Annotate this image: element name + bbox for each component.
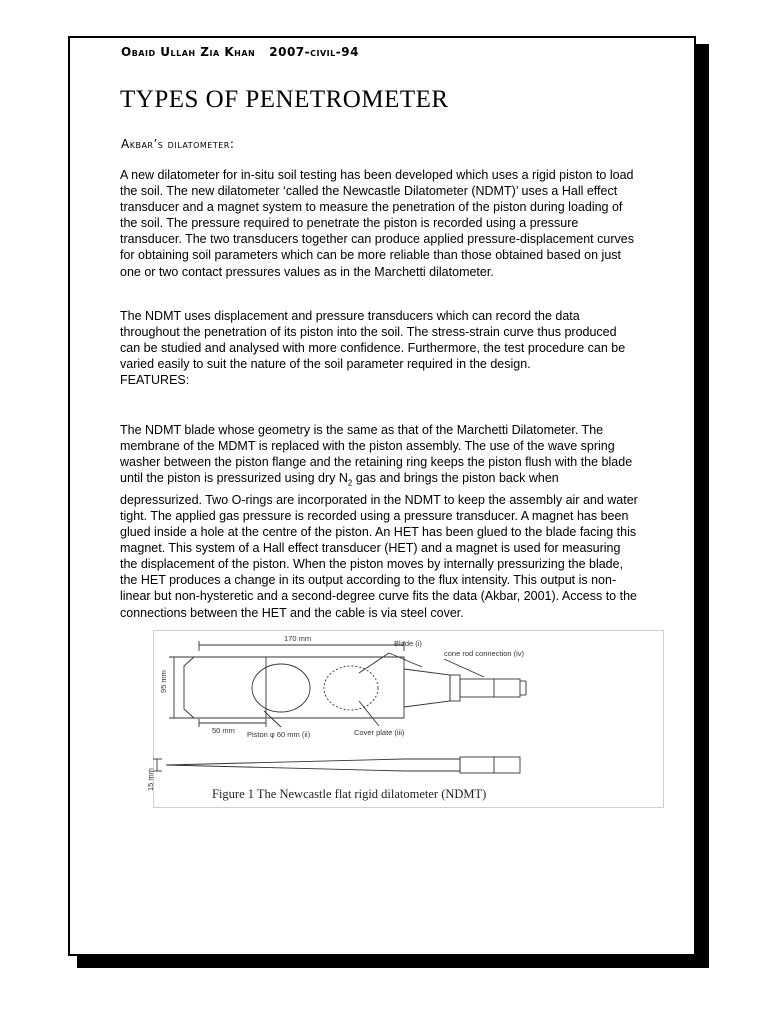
figure-caption: Figure 1 The Newcastle flat rigid dilatometer (NDMT) bbox=[212, 787, 487, 801]
paragraph-ndmt bbox=[120, 308, 640, 388]
paragraph-ndmt-text: The NDMT uses displacement and pressure transducers which can record the data throughout the penetration of its piston into the soil. The stress-strain curve thus produced can be studied and analysed with more confidence. Furthermore, the test procedure can be varied easily to suit the nature of the soil parameter required in the design. bbox=[120, 309, 626, 372]
features-text-part1: The NDMT blade whose geometry is the same as that of the Marchetti Dilatometer. The membrane of the MDMT is replaced with the piston assembly. The use of the wave spring washer between the piston flange and the retaining ring keeps the piston flush with the blade until the piston is pressurized using dry N bbox=[120, 423, 633, 486]
dim-thickness-label: 15 mm bbox=[146, 768, 155, 791]
cone-rod-label: cone rod connection (iv) bbox=[444, 649, 525, 658]
paragraph-features bbox=[120, 422, 640, 621]
paragraph-intro: A new dilatometer for in-situ soil testing has been developed which uses a rigid piston to load the soil. The new dilatometer ‘called the Newcastle Dilatometer (NDMT)’ uses a Hall effect transducer and a magnet system to measure the penetration of the piston during loading of the soil. The pressure required to penetrate the piston is recorded using a pressure transducer. The two transducers together can produce applied pressure-displacement curves for obtaining soil parameters which can be more reliable than those obtained based on just one or two contact pressures values as in the Marchetti dilatometer. bbox=[120, 168, 634, 279]
dim-length-label: 170 mm bbox=[284, 634, 312, 643]
piston-label: Piston φ 60 mm (ii) bbox=[247, 730, 311, 739]
author-header: Obaid Ullah Zia Khan 2007-civil-94 bbox=[121, 45, 359, 59]
features-heading: FEATURES: bbox=[120, 373, 190, 388]
dim-50-label: 50 mm bbox=[212, 726, 235, 735]
dim-width-label: 95 mm bbox=[159, 670, 168, 693]
subscript-2: 2 bbox=[347, 478, 353, 488]
ndmt-diagram bbox=[146, 631, 663, 807]
document-page bbox=[68, 36, 696, 956]
features-text-part2: gas and brings the piston back when depressurized. Two O-rings are incorporated in the NDMT to keep the assembly air and water tight. The applied gas pressure is recorded using a pressure transducer. A magnet has been glued inside a hole at the centre of the piston. An HET has been glued to the blade facing this magnet. This system of a Hall effect transducer (HET) and a magnet is used for measuring the displacement of the piston. When the piston moves by internally pressurizing the blade, the HET produces a change in its output according to the flux intensity. This output is non-linear but non-hysteretic and a second-degree curve fits the data (Akbar, 2001). Access to the connections between the HET and the cable is via steel cover. bbox=[120, 471, 638, 620]
cover-plate-label: Cover plate (iii) bbox=[354, 728, 405, 737]
blade-label: Blade (i) bbox=[394, 639, 422, 648]
page-title: TYPES OF PENETROMETER bbox=[120, 86, 449, 113]
ndmt-figure bbox=[146, 630, 664, 808]
section-heading: Akbar’s dilatometer: bbox=[121, 137, 235, 151]
